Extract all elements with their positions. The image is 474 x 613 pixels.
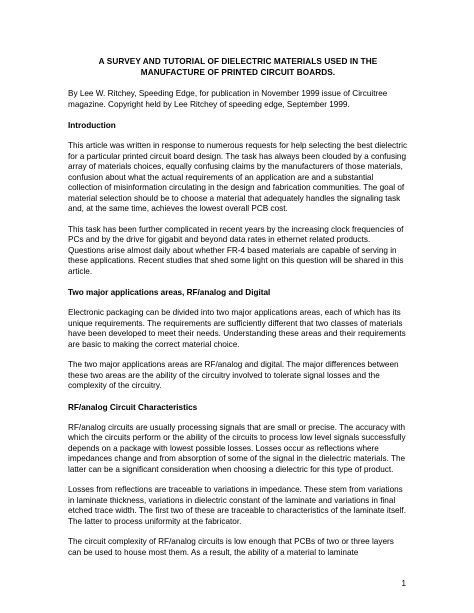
document-title [68,56,408,78]
paragraph: This article was written in response to numerous requests for help selecting the best dielectric for a particular printed circuit board design. The task has always been clouded by a confusing array of materials choices, equally confusing claims by the manufacturers of those materials, confusion about what the actual requirements of an application are and a substantial collection of misinformation circulating in the design and fabrication communities. The goal of material selection should be to choose a material that adequately handles the signaling task and, at the same time, achieves the lowest overall PCB cost. [68,141,408,213]
section-heading-introduction: Introduction [68,121,116,130]
paragraph: RF/analog circuits are usually processing signals that are small or precise. The accuracy with which the circuits perform or the ability of the circuits to process low level signals successfully depends on a package with lowest possible losses. Losses occur as reflections where impedances change and from absorption of some of the signal in the dielectric materials. The latter can be a significant consideration when choosing a dielectric for this type of product. [68,422,406,474]
byline: By Lee W. Ritchey, Speeding Edge, for publication in November 1999 issue of Circuitree magazine. Copyright held by Lee Ritchey of speeding edge, September 1999. [68,89,388,109]
paragraph: Electronic packaging can be divided into two major applications areas, each of which has its unique requirements. The requirements are sufficiently different that two classes of materials have been developed to meet their needs. Understanding these areas and their requirements are basic to making the correct material choice. [68,308,406,349]
section-heading-applications: Two major applications areas, RF/analog and Digital [68,288,271,297]
paragraph: This task has been further complicated in recent years by the increasing clock frequencies of PCs and by the drive for gigabit and beyond data rates in ethernet related products. Questions arise almost daily about whether FR-4 based materials are capable of serving in these applications. Recent studies that shed some light on this question will be shared in this article. [68,224,404,276]
document-body [68,56,408,567]
paragraph: The circuit complexity of RF/analog circuits is low enough that PCBs of two or three layers can be used to house most them. As a result, the ability of a material to laminate [68,537,394,557]
paragraph: Losses from reflections are traceable to variations in impedance. These stem from variations in laminate thickness, variations in dielectric constant of the laminate and variations in final etched trace width. The first two of these are traceable to characteristics of the laminate itself. The latter to process uniformity at the fabricator. [68,485,406,526]
page-number: 1 [401,579,406,588]
title-line-2: MANUFACTURE OF PRINTED CIRCUIT BOARDS. [140,68,336,77]
paragraph: The two major applications areas are RF/analog and digital. The major differences between these two areas are the ability of the circuitry involved to tolerate signal losses and the complexity of the circuitry. [68,360,399,390]
section-heading-rf-analog: RF/analog Circuit Characteristics [68,402,198,412]
title-line-1: A SURVEY AND TUTORIAL OF DIELECTRIC MATERIALS USED IN THE [98,57,378,66]
